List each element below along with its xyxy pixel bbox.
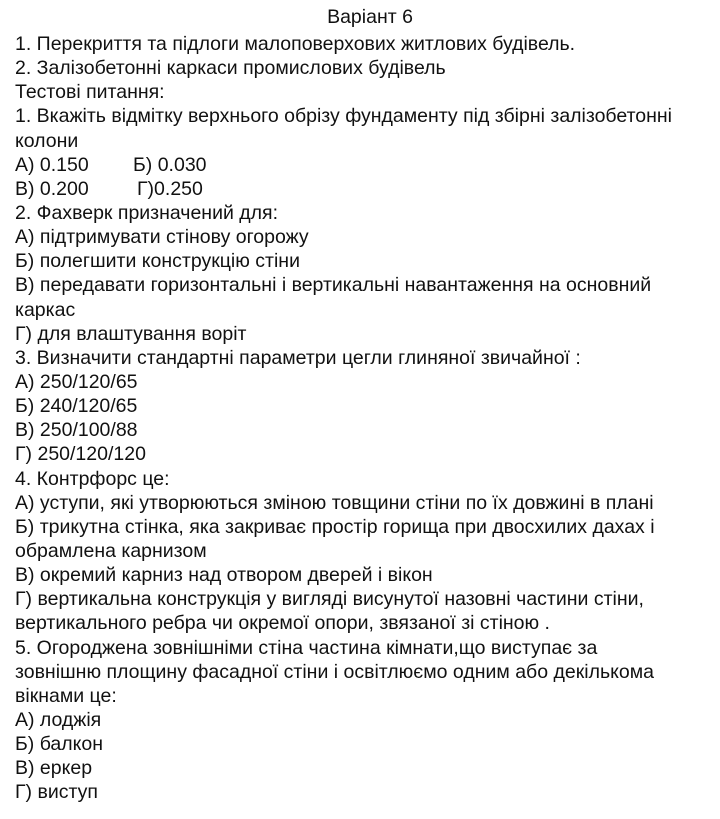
- q2-option-c-cont: каркас: [15, 298, 76, 321]
- q1-option-d: Г)0.250: [137, 177, 203, 200]
- q4-option-a: А) уступи, які утворюються зміною товщини стіни по їх довжині в плані: [15, 491, 654, 514]
- q3-option-d: Г) 250/120/120: [15, 443, 146, 466]
- theory-question-1: 1. Перекриття та підлоги малоповерхових житлових будівель.: [15, 33, 576, 55]
- q5-option-c: В) еркер: [15, 757, 93, 780]
- q2-option-b: Б) полегшити конструкцію стіни: [15, 250, 300, 273]
- q1-options-row-1: [15, 153, 720, 177]
- q4-option-b-cont: обрамлена карнизом: [15, 539, 207, 562]
- q1-text: 1. Вкажіть відмітку верхнього обрізу фундаменту під збірні залізобетонні: [15, 105, 673, 128]
- q3-option-b: Б) 240/120/65: [15, 395, 138, 418]
- q4-option-b: Б) трикутна стінка, яка закриває простір горища при двосхилих дахах і: [15, 515, 655, 538]
- theory-question-2: 2. Залізобетонні каркаси промислових будівель: [15, 57, 446, 80]
- q2-text: 2. Фахверк призначений для:: [15, 201, 279, 224]
- q4-option-d-cont: вертикального ребра чи окремої опори, звязаної зі стіною .: [15, 612, 550, 635]
- q5-text-cont-2: вікнами це:: [15, 684, 117, 707]
- q1-option-a: А) 0.150: [15, 153, 89, 176]
- q4-text: 4. Контрфорс це:: [15, 467, 170, 490]
- q3-text: 3. Визначити стандартні параметри цегли глиняної звичайної :: [15, 346, 581, 369]
- q1-text-cont: колони: [15, 129, 79, 152]
- q3-option-c: В) 250/100/88: [15, 419, 138, 442]
- q5-option-d: Г) виступ: [15, 781, 98, 804]
- document-body: [15, 32, 720, 805]
- q5-text: 5. Огороджена зовнішніми стіна частина кімнати,що виступає за: [15, 636, 598, 659]
- q3-option-a: А) 250/120/65: [15, 370, 138, 393]
- q1-option-b: Б) 0.030: [133, 153, 207, 176]
- q2-option-c: В) передавати горизонтальні і вертикальні навантаження на основний: [15, 274, 652, 297]
- tests-heading: Тестові питання:: [15, 81, 165, 104]
- variant-title: Варіант 6: [327, 6, 413, 28]
- q4-option-d: Г) вертикальна конструкція у вигляді висунутої назовні частини стіни,: [15, 588, 644, 611]
- q1-option-c: В) 0.200: [15, 177, 89, 200]
- q5-option-a: А) лоджія: [15, 708, 102, 731]
- q2-option-d: Г) для влаштування воріт: [15, 322, 247, 345]
- q1-options-row-2: [15, 177, 720, 201]
- q4-option-c: В) окремий карниз над отвором дверей і вікон: [15, 564, 433, 587]
- q5-option-b: Б) балкон: [15, 733, 104, 756]
- q2-option-a: А) підтримувати стінову огорожу: [15, 226, 309, 249]
- q5-text-cont-1: зовнішню площину фасадної стіни і освітлюємо одним або декількома: [15, 660, 654, 683]
